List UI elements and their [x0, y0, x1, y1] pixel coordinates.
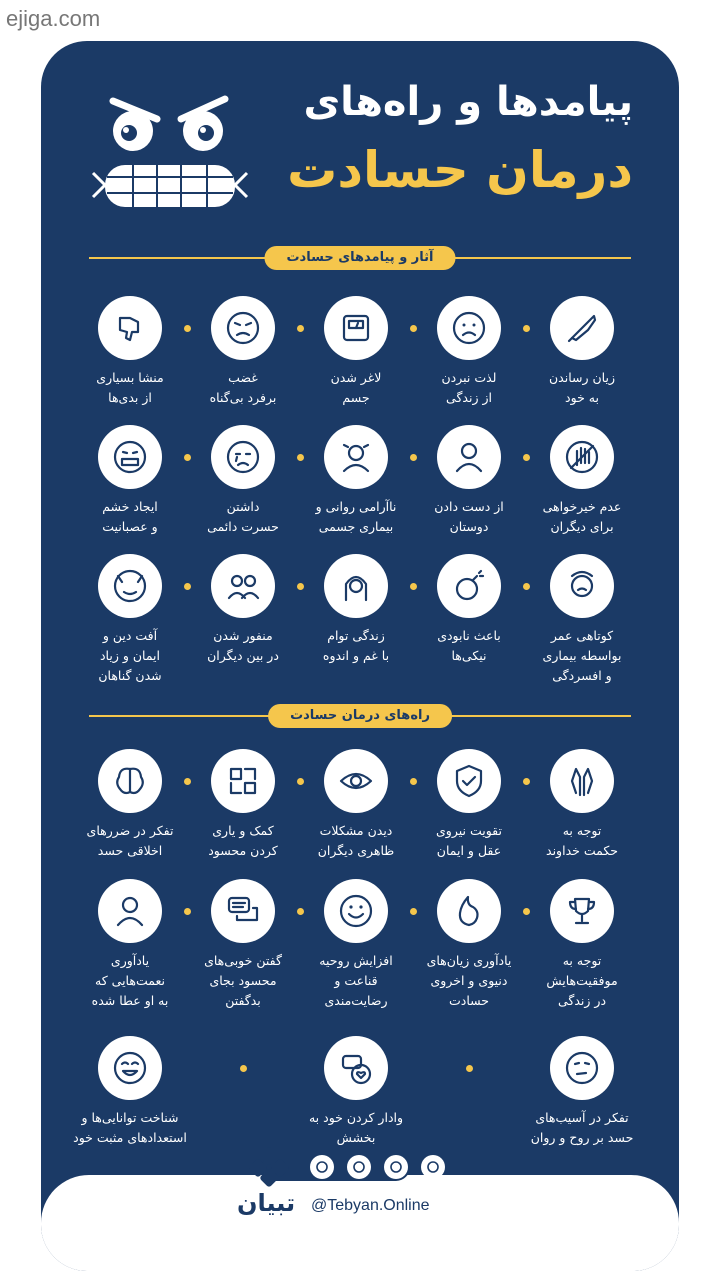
tebyan-logo-icon	[249, 1147, 289, 1187]
separator-dot	[523, 454, 530, 461]
happy-face-icon	[98, 1036, 162, 1100]
effect-label: منشا بسیاری از بدی‌ها	[96, 370, 164, 405]
separator-dot	[297, 325, 304, 332]
section-effects	[89, 246, 631, 270]
separator-dot	[466, 1065, 473, 1072]
separator-dot	[523, 908, 530, 915]
separator-dot	[410, 778, 417, 785]
chat-bubbles-icon	[211, 879, 275, 943]
separator-dot	[410, 454, 417, 461]
social-handle[interactable]: @Tebyan.Online	[311, 1197, 430, 1214]
effect-label: لاغر شدن جسم	[330, 370, 382, 405]
love-chat-icon	[324, 1036, 388, 1100]
separator-dot	[410, 583, 417, 590]
effect-label: غضب برفرد بی‌گناه	[209, 370, 277, 405]
thumbs-down-icon	[98, 296, 162, 360]
trophy-icon	[550, 879, 614, 943]
separator-dot	[240, 1065, 247, 1072]
group-people-icon	[211, 554, 275, 618]
footer	[41, 1175, 679, 1271]
separator-dot	[523, 325, 530, 332]
scale-icon	[324, 296, 388, 360]
remedy-label: شناخت توانایی‌ها و استعدادهای مثبت خود	[73, 1110, 187, 1145]
stop-hand-icon	[550, 425, 614, 489]
separator-dot	[297, 778, 304, 785]
twitter-icon[interactable]	[384, 1155, 408, 1179]
separator-dot	[297, 454, 304, 461]
remedy-label: تقویت نیروی عقل و ایمان	[436, 823, 502, 858]
separator-dot	[410, 325, 417, 332]
effect-label: کوتاهی عمر بواسطه بیماری و افسردگی	[542, 628, 622, 683]
shield-icon[interactable]	[421, 1155, 445, 1179]
angry-mascot-icon	[85, 81, 255, 211]
instagram-icon[interactable]	[347, 1155, 371, 1179]
separator-dot	[297, 908, 304, 915]
smile-face-icon	[324, 879, 388, 943]
section-effects-label: آثار و پیامدهای حسادت	[264, 246, 455, 270]
effect-label: داشتن حسرت دائمی	[207, 499, 279, 534]
praying-hands-icon	[550, 749, 614, 813]
remedy-label: توجه به حکمت خداوند	[546, 823, 618, 858]
separator-dot	[297, 583, 304, 590]
effect-label: باعث نابودی نیکی‌ها	[437, 628, 501, 663]
angry-face-icon	[211, 296, 275, 360]
cursing-face-icon	[98, 425, 162, 489]
effect-label: زندگی توام با غم و اندوه	[322, 628, 390, 663]
brain-icon	[98, 749, 162, 813]
lonely-person-icon	[437, 425, 501, 489]
separator-dot	[184, 454, 191, 461]
person-icon	[98, 879, 162, 943]
separator-dot	[184, 908, 191, 915]
crying-face-icon	[211, 425, 275, 489]
infographic-card	[41, 41, 679, 1271]
remedy-label: وادار کردن خود به بخشش	[308, 1110, 404, 1145]
remedy-label: تفکر در ضررهای اخلاقی حسد	[86, 823, 174, 858]
thinking-face-icon	[550, 1036, 614, 1100]
separator-dot	[410, 908, 417, 915]
remedy-label: دیدن مشکلات ظاهری دیگران	[317, 823, 395, 858]
remedy-label: کمک و یاری کردن محسود	[208, 823, 278, 858]
remedy-label: یادآوری نعمت‌هایی که به او عطا شده	[91, 953, 169, 1008]
effect-label: از دست دادن دوستان	[434, 499, 504, 534]
effect-label: عدم خیرخواهی برای دیگران	[542, 499, 622, 534]
effect-label: ایجاد خشم و عصبانیت	[102, 499, 158, 534]
sick-person-icon	[550, 554, 614, 618]
separator-dot	[184, 778, 191, 785]
knife-icon	[550, 296, 614, 360]
section-remedies-label: راه‌های درمان حسادت	[268, 704, 452, 728]
effect-label: منفور شدن در بین دیگران	[207, 628, 279, 663]
title-line-2: درمان حسادت	[287, 141, 633, 199]
title-line-1: پیامدها و راه‌های	[303, 79, 633, 125]
effect-label: ناآرامی روانی و بیماری جسمی	[315, 499, 397, 534]
effect-label: لذت نبردن از زندگی	[441, 370, 497, 405]
eye-icon	[324, 749, 388, 813]
remedy-label: توجه به موفقیت‌هایش در زندگی	[546, 953, 618, 1008]
shield-check-icon	[437, 749, 501, 813]
telegram-icon[interactable]	[310, 1155, 334, 1179]
bomb-icon	[437, 554, 501, 618]
fire-icon	[437, 879, 501, 943]
stressed-person-icon	[324, 425, 388, 489]
effect-label: آفت دین و ایمان و زیاد شدن گناهان	[98, 628, 162, 683]
sad-face-icon	[437, 296, 501, 360]
separator-dot	[184, 325, 191, 332]
remedy-label: افزایش روحیه قناعت و رضایت‌مندی	[319, 953, 393, 1008]
section-remedies	[89, 704, 631, 728]
tebyan-logo-text: تبیان	[237, 1189, 296, 1217]
remedy-label: یادآوری زیان‌های دنیوی و اخروی حسادت	[426, 953, 512, 1008]
separator-dot	[184, 583, 191, 590]
watermark: ejiga.com	[6, 6, 101, 31]
separator-dot	[523, 778, 530, 785]
sad-woman-icon	[324, 554, 388, 618]
remedy-label: گفتن خوبی‌های محسود بجای بدگفتن	[204, 953, 282, 1008]
remedy-label: تفکر در آسیب‌های حسد بر روح و روان	[530, 1110, 634, 1145]
helping-hands-icon	[211, 749, 275, 813]
effect-label: زیان رساندن به خود	[548, 370, 615, 405]
devil-face-icon	[98, 554, 162, 618]
separator-dot	[523, 583, 530, 590]
